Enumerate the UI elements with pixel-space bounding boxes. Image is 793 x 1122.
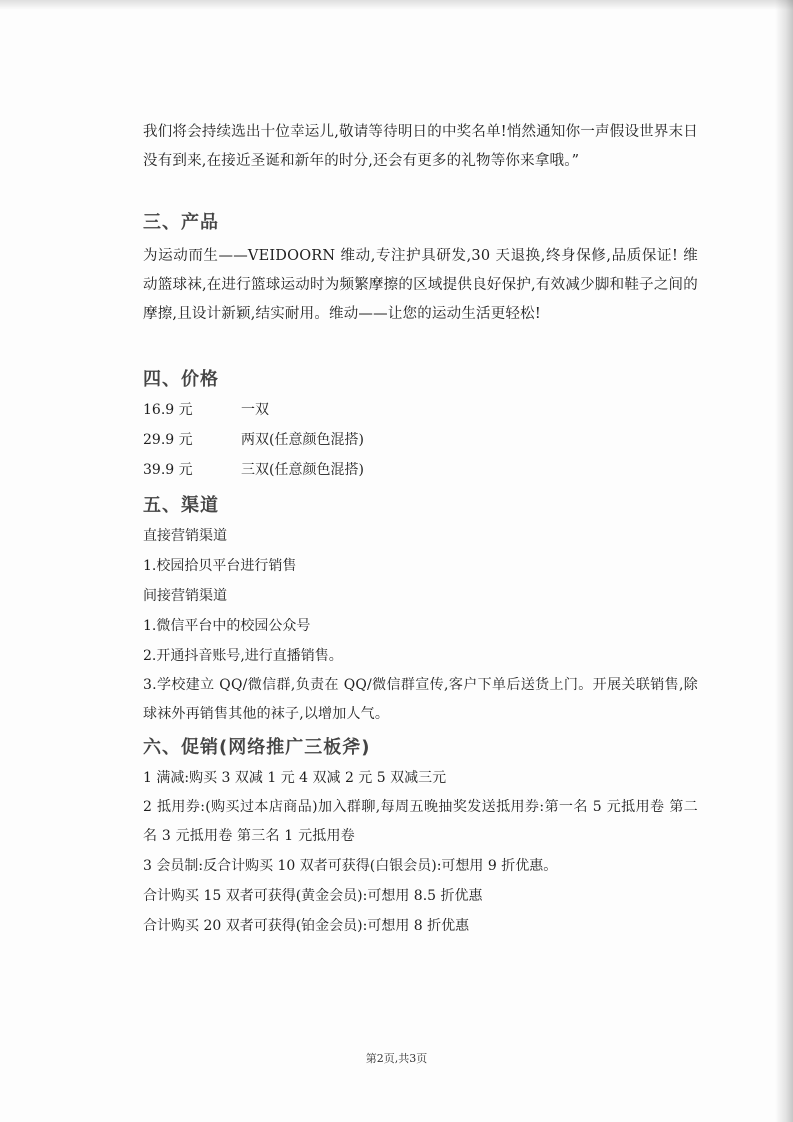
promo-item: 1 满减:购买 3 双减 1 元 4 双减 2 元 5 双减三元 [143,770,447,786]
price-heading: 四、价格 [143,369,219,390]
product-paragraph: 为运动而生——VEIDOORN 维动,专注护具研发,30 天退换,终身保修,品质保证! 维动篮球袜,在进行篮球运动时为频繁摩擦的区域提供良好保护,有效减少脚和鞋子之间的摩擦,且设计新颖,结实耐用。维动——让您的运动生活更轻松! [143,248,698,322]
price-desc: 一双 [241,402,269,418]
channel-heading: 五、渠道 [143,495,219,516]
direct-channel-item: 1.校园拾贝平台进行销售 [143,558,297,574]
promo-item: 合计购买 20 双者可获得(铂金会员):可想用 8 折优惠 [143,918,470,934]
scan-right-edge [775,0,793,1122]
price-desc: 三双(任意颜色混搭) [241,462,364,478]
product-heading: 三、产品 [143,212,219,233]
promo-heading: 六、促销(网络推广三板斧) [143,737,371,758]
indirect-channel-item: 1.微信平台中的校园公众号 [143,618,311,634]
price-row [143,395,698,425]
promo-item: 2 抵用券:(购买过本店商品)加入群聊,每周五晚抽奖发送抵用券:第一名 5 元抵用卷 第二名 3 元抵用卷 第三名 1 元抵用卷 [143,799,698,844]
price-row [143,425,698,455]
price-amount: 16.9 元 [143,402,193,418]
price-row [143,455,698,485]
page-content [143,118,698,941]
indirect-channel-item: 3.学校建立 QQ/微信群,负责在 QQ/微信群宣传,客户下单后送货上门。开展关联销售,除球袜外再销售其他的袜子,以增加人气。 [143,677,698,722]
indirect-channel-item: 2.开通抖音账号,进行直播销售。 [143,648,343,664]
page-footer: 第2页,共3页 [365,1052,428,1065]
scan-top-edge [0,0,793,10]
price-amount: 39.9 元 [143,462,193,478]
intro-paragraph: 我们将会持续选出十位幸运儿,敬请等待明日的中奖名单!悄然通知你一声假设世界末日没有到来,在接近圣诞和新年的时分,还会有更多的礼物等你来拿哦。” [143,124,698,169]
price-list [143,395,698,485]
promo-item: 合计购买 15 双者可获得(黄金会员):可想用 8.5 折优惠 [143,888,483,904]
price-amount: 29.9 元 [143,432,193,448]
direct-channel-title: 直接营销渠道 [143,528,227,544]
price-desc: 两双(任意颜色混搭) [241,432,364,448]
indirect-channel-title: 间接营销渠道 [143,588,227,604]
promo-item: 3 会员制:反合计购买 10 双者可获得(白银会员):可想用 9 折优惠。 [143,858,558,874]
